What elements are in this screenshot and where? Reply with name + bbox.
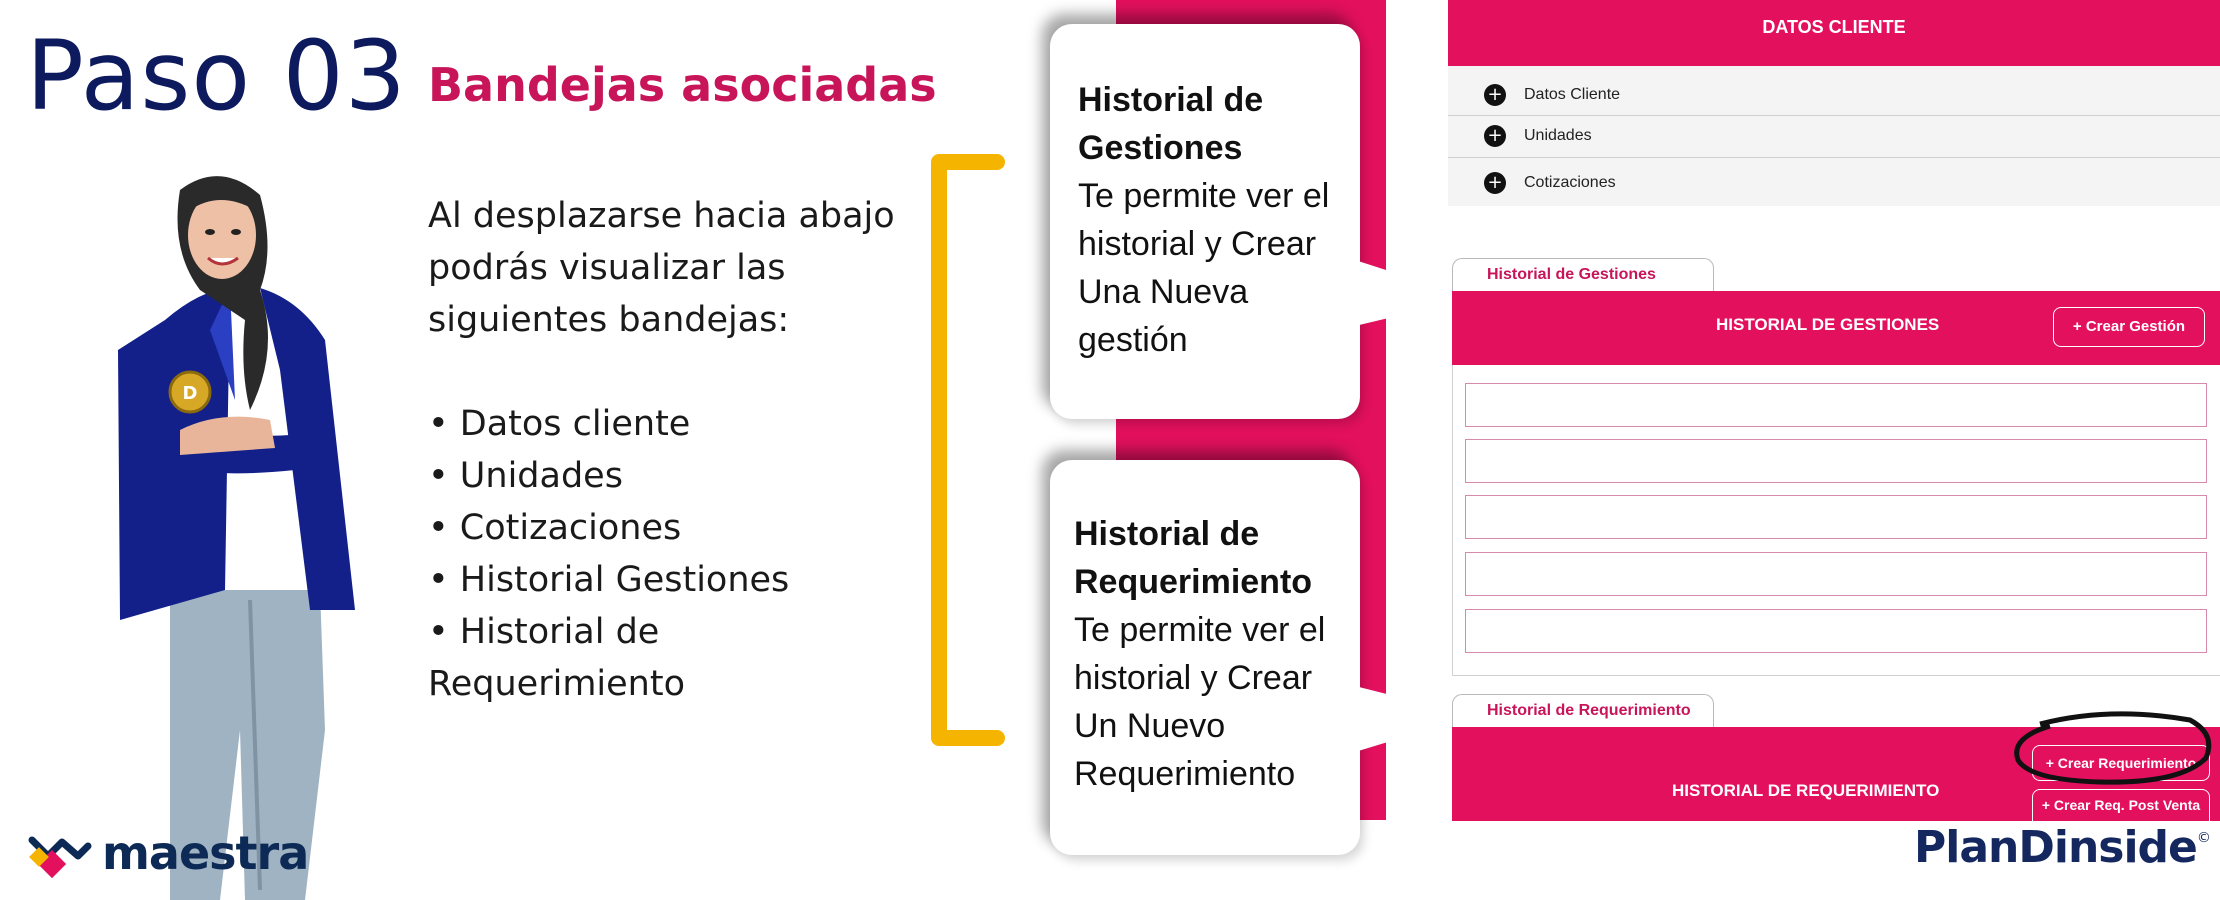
step-title: Paso 03 <box>26 20 407 132</box>
tab-historial-gestiones[interactable]: Historial de Gestiones <box>1452 258 1714 292</box>
crear-post-venta-button[interactable]: + Crear Req. Post Venta <box>2032 789 2210 821</box>
table-row[interactable] <box>1465 383 2207 427</box>
callout-title: Historial de <box>1078 81 1264 119</box>
expand-plus-icon[interactable]: + <box>1484 125 1506 147</box>
table-row[interactable] <box>1465 495 2207 539</box>
plandinside-logo <box>1914 822 2210 873</box>
datos-cliente-header: DATOS CLIENTE <box>1448 0 2220 66</box>
callout-body: Te permite ver el historial y Crear Un Nuevo Requerimiento <box>1074 611 1326 793</box>
list-item[interactable] <box>1448 160 2220 206</box>
callout-text <box>1078 76 1363 364</box>
row-label: Unidades <box>1524 127 1592 144</box>
datos-cliente-list <box>1448 66 2220 206</box>
list-item: • Cotizaciones <box>428 508 682 548</box>
gestiones-table <box>1452 365 2220 676</box>
expand-plus-icon[interactable]: + <box>1484 84 1506 106</box>
crear-gestion-button[interactable]: + Crear Gestión <box>2053 307 2205 347</box>
crear-requerimiento-button[interactable]: + Crear Requerimiento <box>2032 745 2210 781</box>
maestra-wordmark: maestra <box>102 826 309 880</box>
callout-title: Gestiones <box>1078 129 1243 167</box>
table-row[interactable] <box>1465 439 2207 483</box>
yellow-bracket <box>925 150 1005 750</box>
copyright-mark: © <box>2196 830 2210 846</box>
expand-plus-icon[interactable]: + <box>1484 172 1506 194</box>
plandinside-wordmark: PlanDinside <box>1914 822 2197 873</box>
list-item: • Unidades <box>428 456 623 496</box>
table-row[interactable] <box>1465 552 2207 596</box>
callout-text <box>1074 510 1359 798</box>
maestra-logo-icon <box>28 828 92 878</box>
callout-title: Requerimiento <box>1074 563 1313 601</box>
callout-title: Historial de <box>1074 515 1260 553</box>
table-row[interactable] <box>1465 609 2207 653</box>
intro-text: Al desplazarse hacia abajo podrás visualizar las siguientes bandejas: <box>428 196 895 340</box>
list-item[interactable] <box>1448 75 2220 116</box>
callout-requerimiento <box>1050 460 1360 855</box>
tray-list <box>428 398 789 710</box>
list-item: • Datos cliente <box>428 404 691 444</box>
requerimiento-title: HISTORIAL DE REQUERIMIENTO <box>1672 781 1940 800</box>
list-item: • Historial Gestiones <box>428 560 790 600</box>
list-item: Requerimiento <box>428 664 685 704</box>
svg-text:D: D <box>182 383 198 404</box>
character-illustration <box>110 170 360 900</box>
gestiones-title: HISTORIAL DE GESTIONES <box>1716 315 1940 334</box>
list-item[interactable] <box>1448 115 2220 158</box>
highlight-circle <box>2010 708 2216 790</box>
row-label: Datos Cliente <box>1524 86 1621 103</box>
maestra-logo <box>28 826 308 880</box>
list-item: • Historial de <box>428 612 660 652</box>
row-label: Cotizaciones <box>1524 174 1616 191</box>
tab-historial-requerimiento[interactable]: Historial de Requerimiento <box>1452 694 1714 728</box>
callout-body: Te permite ver el historial y Crear Una Nueva gestión <box>1078 177 1330 359</box>
gestiones-header <box>1452 291 2220 365</box>
section-title: Bandejas asociadas <box>428 58 937 112</box>
callout-gestiones <box>1050 24 1360 419</box>
